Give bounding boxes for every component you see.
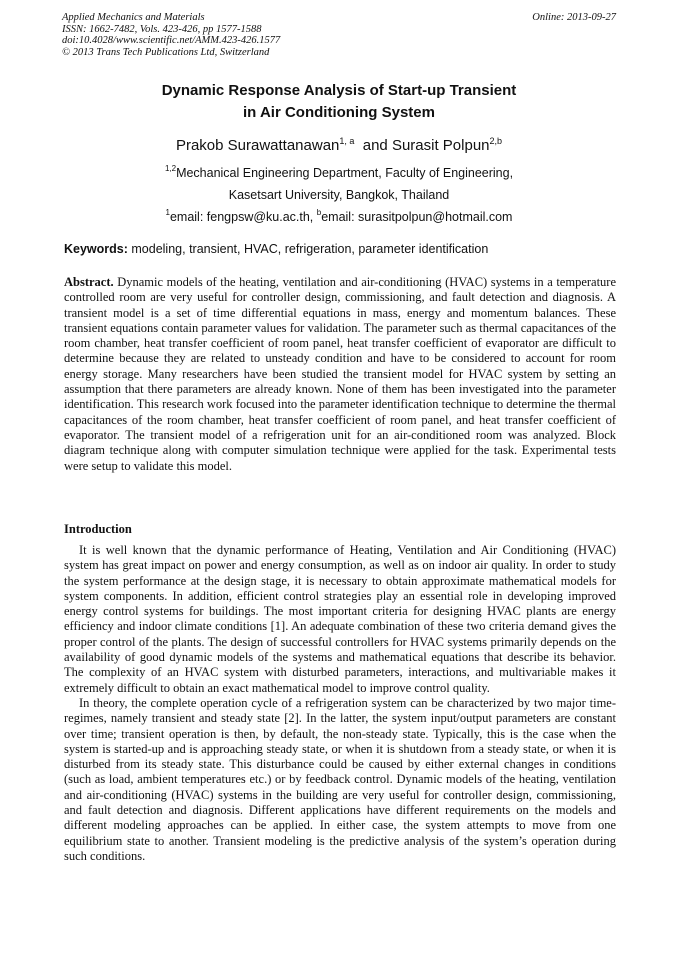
affiliation-block bbox=[62, 162, 616, 228]
author-1-sup: 1, a bbox=[339, 136, 355, 146]
affiliation-line-1: $^{1,2}$Mechanical Engineering Department, Faculty of Engineering, bbox=[164, 164, 514, 180]
title-line-1: Dynamic Response Analysis of Start-up Transient bbox=[161, 82, 517, 99]
intro-paragraph-1: It is well known that the dynamic performance of Heating, Ventilation and Air Conditioning (HVAC) system has great impact on power and energy consumption, as well as on indoor air quality. In order to study the system performance at the design stage, it is necessary to obtain approximate mathematical models for system components. In addition, efficient control strategies play an essential role in developing improved energy control systems for buildings. The most important criteria for designing HVAC plants are energy efficiency and indoor climate conditions [1]. An adequate combination of these two criteria demand gives the proper control of the plants. The design of successful controllers for HVAC systems primarily depends on the availability of good dynamic models of the systems and mathematical equations that describe its behavior. The complexity of an HVAC system with disturbed parameters, interactions, and multivariable makes it extremely difficult to obtain an exact mathematical model to improve control quality. bbox=[64, 543, 616, 695]
email-line: $^1$email: fengpsw@ku.ac.th, $^b$email: surasitpolpun@hotmail.com bbox=[165, 208, 513, 224]
online-date: Online: 2013-09-27 bbox=[532, 12, 616, 23]
doi-line: doi:10.4028/www.scientific.net/AMM.423-426.1577 bbox=[62, 35, 281, 46]
author-list bbox=[62, 136, 616, 156]
title-line-2: in Air Conditioning System bbox=[243, 104, 435, 121]
author-2: Surasit Polpun bbox=[391, 137, 490, 154]
journal-name: Applied Mechanics and Materials bbox=[62, 12, 205, 23]
keywords-text: modeling, transient, HVAC, refrigeration, parameter identification bbox=[131, 242, 489, 256]
author-1: Prakob Surawattanawan bbox=[175, 137, 340, 154]
journal-header bbox=[62, 12, 616, 58]
introduction-heading: Introduction bbox=[64, 522, 132, 536]
affiliation-line-2: Kasetsart University, Bangkok, Thailand bbox=[228, 188, 450, 202]
author-2-sup: 2,b bbox=[489, 136, 503, 146]
introduction-body bbox=[64, 543, 616, 864]
paper-title bbox=[62, 80, 616, 124]
intro-paragraph-2: In theory, the complete operation cycle of a refrigeration system can be characterized by two major time-regimes, namely transient and steady state [2]. In the latter, the system input/output parameters are constant over time; transient operation is then, by default, the non-steady state. Typically, this is the case when the system is started-up and is approaching steady state, or when it is shutdown from a steady state, or when it is disturbed from its steady state. This disturbance could be caused by either external changes in conditions (such as load, ambient temperatures etc.) or by feedback control. Dynamic models of the heating, ventilation and air-conditioning (HVAC) systems in the building are very useful for controller design, commissioning, and fault detection and diagnosis. Different applications have different requirements on the models and different modeling approaches can be applied. In either case, the system attempts to move from one equilibrium state to another. Transient modeling is the predictive analysis of the system’s operation during such conditions. bbox=[64, 695, 616, 863]
copyright-line: © 2013 Trans Tech Publications Ltd, Switzerland bbox=[62, 46, 270, 58]
email-a: email: fengpsw@ku.ac.th, bbox=[169, 210, 314, 224]
issn-line: ISSN: 1662-7482, Vols. 423-426, pp 1577-1588 bbox=[62, 23, 262, 35]
keywords-label: Keywords: bbox=[64, 242, 128, 256]
abstract bbox=[64, 275, 616, 474]
abstract-text: Dynamic models of the heating, ventilation and air-conditioning (HVAC) systems in a temperature controlled room are very useful for controller design, commissioning, and fault detection and diagnosis. A transient model is a set of time differential equations in mass, energy and momentum balances. These transient equations contain parameter values for validation. The parameter such as thermal capacitances of the room chamber, heat transfer coefficient of room panel, heat transfer coefficient of evaporator are difficult to determine because they are related to unsteady condition and have to be considered to account for room energy storage. Many researchers have been studied the transient model for HVAC system by setting an assumption that there parameters are already known. None of them has been investigated into the parameter identification. This research work focused into the parameter identification technique to determine the thermal capacitances of the room chamber, heat transfer coefficient of room panel, and heat transfer coefficient of evaporator. The transient model of a refrigeration unit for an air-conditioned room was analyzed. Block diagram technique along with computer simulation technique were applied for the task. Experimental tests were setup to validate this model. bbox=[64, 275, 617, 473]
affiliation-sup: 1,2 bbox=[164, 164, 177, 173]
abstract-label: Abstract. bbox=[64, 275, 114, 289]
author-connector: and bbox=[362, 137, 388, 154]
email-b: email: surasitpolpun@hotmail.com bbox=[321, 210, 513, 224]
keywords bbox=[64, 240, 616, 258]
